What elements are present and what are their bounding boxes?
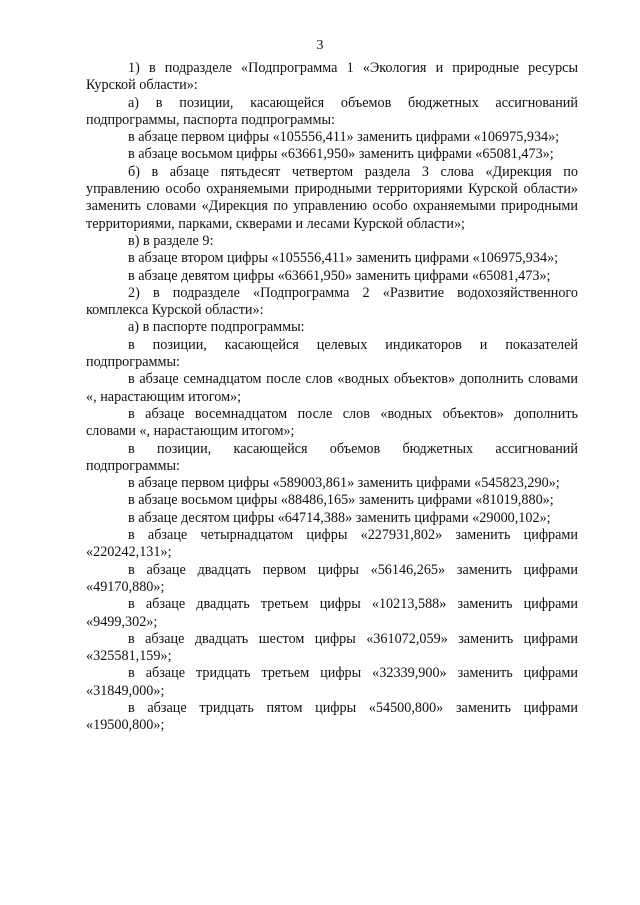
paragraph: в абзаце семнадцатом после слов «водных объектов» дополнить словами «, нарастающим итогом»; bbox=[86, 371, 578, 405]
paragraph: в абзаце восемнадцатом после слов «водных объектов» дополнить словами «, нарастающим итогом»; bbox=[86, 405, 578, 440]
paragraph: 1) в подразделе «Подпрограмма 1 «Экология и природные ресурсы Курской области»: bbox=[86, 60, 578, 94]
paragraph: в абзаце четырнадцатом цифры «227931,802» заменить цифрами «220242,131»; bbox=[86, 527, 578, 561]
paragraph: а) в позиции, касающейся объемов бюджетных ассигнований подпрограммы, паспорта подпрограммы: bbox=[86, 94, 578, 128]
paragraph: в абзаце десятом цифры «64714,388» заменить цифрами «29000,102»; bbox=[128, 509, 551, 526]
paragraph: в абзаце восьмом цифры «63661,950» заменить цифрами «65081,473»; bbox=[128, 146, 554, 163]
page-number: 3 bbox=[316, 38, 324, 53]
paragraph: в абзаце тридцать третьем цифры «32339,900» заменить цифрами «31849,000»; bbox=[86, 665, 578, 699]
paragraph: в абзаце первом цифры «589003,861» заменить цифрами «545823,290»; bbox=[128, 475, 560, 492]
paragraph: в позиции, касающейся целевых индикаторов и показателей подпрограммы: bbox=[86, 336, 578, 371]
paragraph: 2) в подразделе «Подпрограмма 2 «Развитие водохозяйственного комплекса Курской области»: bbox=[86, 284, 578, 319]
document-body bbox=[86, 60, 578, 735]
paragraph: в позиции, касающейся объемов бюджетных ассигнований подпрограммы: bbox=[86, 440, 578, 474]
paragraph: б) в абзаце пятьдесят четвертом раздела 3 слова «Дирекция по управлению особо охраняемыми природными территориями Курской области» заменить словами «Дирекция по управлению особо охраняемыми природными территориями, парками, скверами и лесами Курской области»; bbox=[86, 163, 578, 232]
paragraph: в) в разделе 9: bbox=[128, 232, 214, 249]
paragraph: в абзаце тридцать пятом цифры «54500,800» заменить цифрами «19500,800»; bbox=[86, 699, 578, 734]
paragraph: а) в паспорте подпрограммы: bbox=[128, 319, 305, 336]
paragraph: в абзаце двадцать третьем цифры «10213,588» заменить цифрами «9499,302»; bbox=[86, 596, 578, 630]
paragraph: в абзаце восьмом цифры «88486,165» заменить цифрами «81019,880»; bbox=[128, 492, 554, 509]
paragraph: в абзаце девятом цифры «63661,950» заменить цифрами «65081,473»; bbox=[128, 267, 551, 284]
paragraph: в абзаце втором цифры «105556,411» заменить цифрами «106975,934»; bbox=[128, 250, 559, 267]
paragraph: в абзаце двадцать первом цифры «56146,265» заменить цифрами «49170,880»; bbox=[86, 561, 578, 595]
paragraph: в абзаце двадцать шестом цифры «361072,059» заменить цифрами «325581,159»; bbox=[86, 630, 578, 665]
paragraph: в абзаце первом цифры «105556,411» заменить цифрами «106975,934»; bbox=[128, 129, 560, 146]
